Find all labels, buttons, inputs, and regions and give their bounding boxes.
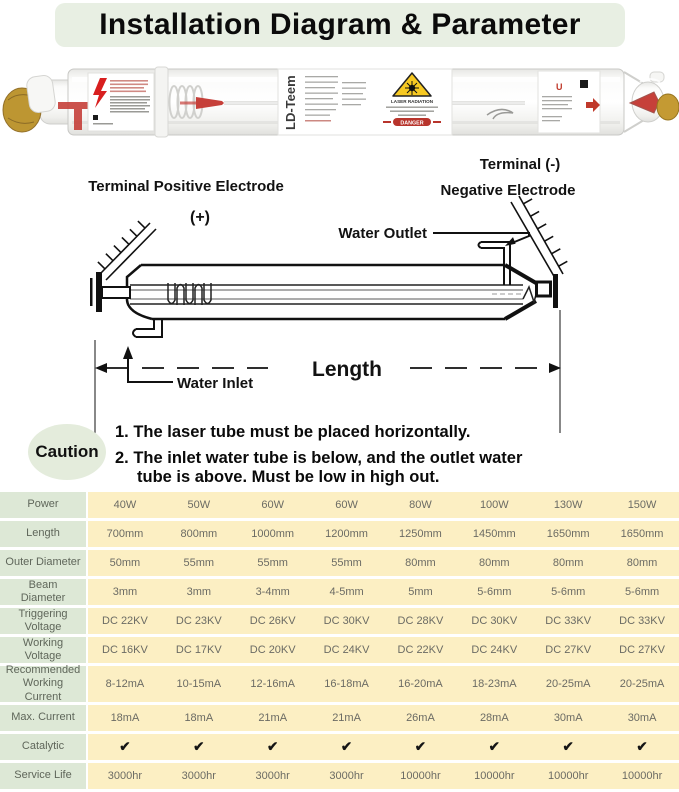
cell-value: 50W — [162, 492, 236, 518]
cell-value: 60W — [236, 492, 310, 518]
row-label: Recommended Working Current — [0, 666, 86, 702]
white-cap — [26, 74, 57, 113]
cell-value: 50mm — [88, 550, 162, 576]
water-inlet-label: Water Inlet — [177, 375, 254, 392]
row-label: Beam Diameter — [0, 579, 86, 605]
cell-value: 10000hr — [457, 763, 531, 789]
cell-value: 26mA — [384, 705, 458, 731]
cell-value: 8-12mA — [88, 666, 162, 702]
cell-value: DC 24KV — [310, 637, 384, 663]
caution-note-2-cont: tube is above. Must be low in high out. — [137, 468, 440, 486]
cell-value: DC 22KV — [384, 637, 458, 663]
cell-value: 5-6mm — [531, 579, 605, 605]
row-label: Triggering Voltage — [0, 608, 86, 634]
cell-value: 5mm — [384, 579, 458, 605]
cell-value: 18-23mA — [457, 666, 531, 702]
cell-value: 80mm — [531, 550, 605, 576]
cell-value: DC 26KV — [236, 608, 310, 634]
water-inlet-pipe — [133, 319, 162, 337]
row-label: Power — [0, 492, 86, 518]
cell-value: DC 33KV — [531, 608, 605, 634]
cell-value: 10000hr — [605, 763, 679, 789]
row-label: Service Life — [0, 763, 86, 789]
cell-value: 55mm — [310, 550, 384, 576]
cell-value: ✔ — [384, 734, 458, 760]
cell-value: 1650mm — [605, 521, 679, 547]
svg-text:U: U — [556, 82, 563, 92]
cell-value: 60W — [310, 492, 384, 518]
installation-diagram — [0, 150, 679, 438]
cell-value: DC 30KV — [457, 608, 531, 634]
cell-value: 12-16mA — [236, 666, 310, 702]
row-label: Catalytic — [0, 734, 86, 760]
negative-electrode-wire — [511, 196, 567, 278]
cell-value: 30mA — [605, 705, 679, 731]
cell-value: 80mm — [457, 550, 531, 576]
cell-value: 80mm — [605, 550, 679, 576]
cell-value: 21mA — [236, 705, 310, 731]
cell-value: ✔ — [457, 734, 531, 760]
caution-note-1: 1. The laser tube must be placed horizontally. — [115, 423, 471, 441]
cell-value: 100W — [457, 492, 531, 518]
right-label — [538, 71, 600, 133]
cell-value: 10000hr — [531, 763, 605, 789]
cell-value: 1000mm — [236, 521, 310, 547]
caution-note-2: 2. The inlet water tube is below, and the outlet water — [115, 449, 523, 467]
laser-radiation-text: LASER RADIATION — [390, 99, 434, 104]
cell-value: 30mA — [531, 705, 605, 731]
parameter-table — [0, 492, 679, 792]
cell-value: 16-20mA — [384, 666, 458, 702]
cell-value: ✔ — [162, 734, 236, 760]
cell-value: 5-6mm — [605, 579, 679, 605]
cell-value: ✔ — [531, 734, 605, 760]
cell-value: DC 20KV — [236, 637, 310, 663]
cell-value: 700mm — [88, 521, 162, 547]
cell-value: 130W — [531, 492, 605, 518]
table-row — [0, 705, 679, 731]
title-banner — [55, 3, 625, 47]
cell-value: DC 16KV — [88, 637, 162, 663]
table-row — [0, 666, 679, 702]
water-outlet-label: Water Outlet — [338, 225, 427, 242]
cell-value: 1650mm — [531, 521, 605, 547]
terminal-negative-label-1: Terminal (-) — [479, 156, 561, 173]
inner-tube — [130, 285, 537, 304]
right-terminal — [537, 274, 559, 308]
cell-value: 3-4mm — [236, 579, 310, 605]
cell-value: 3000hr — [310, 763, 384, 789]
table-row — [0, 492, 679, 518]
cell-value: 55mm — [162, 550, 236, 576]
row-label: Max. Current — [0, 705, 86, 731]
cell-value: 80mm — [384, 550, 458, 576]
cell-value: 4-5mm — [310, 579, 384, 605]
table-row — [0, 579, 679, 605]
cell-value: 55mm — [236, 550, 310, 576]
table-row — [0, 734, 679, 760]
cell-value: 150W — [605, 492, 679, 518]
cell-value: 3mm — [88, 579, 162, 605]
cell-value: ✔ — [88, 734, 162, 760]
brand-text: LD-Teem — [283, 75, 298, 130]
row-label: Outer Diameter — [0, 550, 86, 576]
cell-value: 20-25mA — [531, 666, 605, 702]
cell-value: 1450mm — [457, 521, 531, 547]
cell-value: 10-15mA — [162, 666, 236, 702]
length-label: Length — [312, 358, 382, 381]
cell-value: 16-18mA — [310, 666, 384, 702]
table-row — [0, 550, 679, 576]
cell-value: DC 27KV — [605, 637, 679, 663]
cell-value: 18mA — [88, 705, 162, 731]
cell-value: DC 24KV — [457, 637, 531, 663]
cell-value: 3000hr — [162, 763, 236, 789]
terminal-positive-sign: (+) — [190, 209, 210, 226]
cell-value: 28mA — [457, 705, 531, 731]
tube-right-end — [624, 72, 679, 132]
coil — [168, 283, 211, 305]
cell-value: 20-25mA — [605, 666, 679, 702]
danger-text: DANGER — [400, 120, 424, 127]
cell-value: DC 23KV — [162, 608, 236, 634]
cell-value: 800mm — [162, 521, 236, 547]
caution-badge: Caution — [28, 424, 106, 480]
cell-value: 3000hr — [236, 763, 310, 789]
cell-value: 3mm — [162, 579, 236, 605]
cell-value: ✔ — [605, 734, 679, 760]
table-row — [0, 763, 679, 789]
cell-value: 10000hr — [384, 763, 458, 789]
water-inlet-arrow — [123, 346, 173, 382]
cell-value: 80W — [384, 492, 458, 518]
cell-value: DC 28KV — [384, 608, 458, 634]
cell-value: 1200mm — [310, 521, 384, 547]
table-row — [0, 608, 679, 634]
row-label: Length — [0, 521, 86, 547]
positive-electrode-wire — [98, 221, 156, 280]
cell-value: 5-6mm — [457, 579, 531, 605]
cell-value: 18mA — [162, 705, 236, 731]
terminal-positive-label: Terminal Positive Electrode — [88, 178, 284, 195]
page-title: Installation Diagram & Parameter — [99, 8, 581, 41]
tube-outline — [127, 265, 536, 319]
cell-value: 40W — [88, 492, 162, 518]
cell-value: 3000hr — [88, 763, 162, 789]
cell-value: ✔ — [236, 734, 310, 760]
brand-warning-label — [278, 69, 452, 135]
cell-value: DC 33KV — [605, 608, 679, 634]
terminal-negative-label-2: Negative Electrode — [440, 182, 576, 199]
cell-value: 1250mm — [384, 521, 458, 547]
table-row — [0, 637, 679, 663]
cell-value: DC 22KV — [88, 608, 162, 634]
cell-value: DC 27KV — [531, 637, 605, 663]
cell-value: 21mA — [310, 705, 384, 731]
glass-collar — [155, 67, 168, 137]
water-outlet-pipe — [479, 242, 511, 285]
cell-value: DC 17KV — [162, 637, 236, 663]
laser-tube-photo — [0, 60, 679, 142]
left-terminal — [90, 272, 130, 312]
spec-label — [88, 73, 154, 131]
gold-tip — [657, 94, 679, 120]
row-label: Working Voltage — [0, 637, 86, 663]
table-row — [0, 521, 679, 547]
cell-value: ✔ — [310, 734, 384, 760]
cell-value: DC 30KV — [310, 608, 384, 634]
